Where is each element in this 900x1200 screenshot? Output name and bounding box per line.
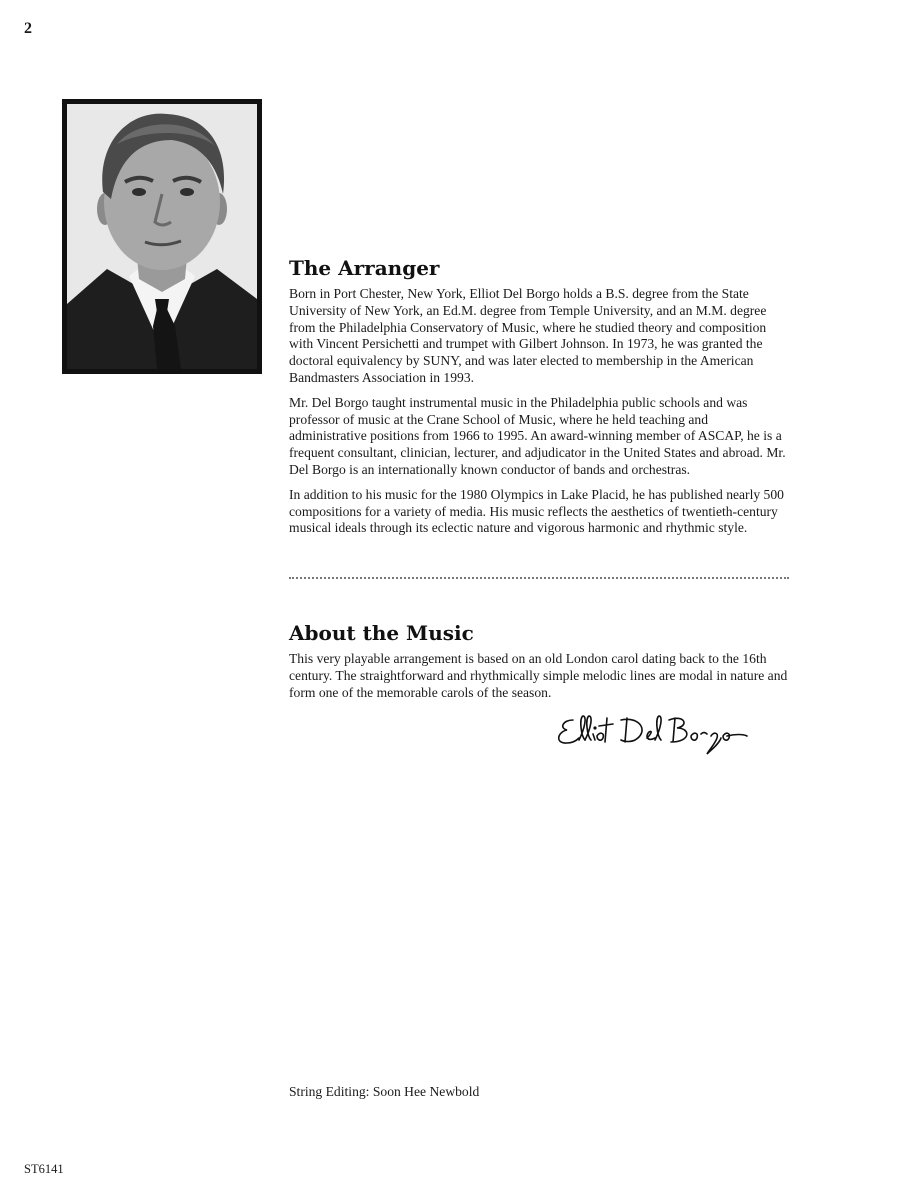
arranger-paragraph-1: Born in Port Chester, New York, Elliot Del Borgo holds a B.S. degree from the State University of New York, an Ed.M. degree from Temple University, and an M.M. degree from the Philadelphia Conservatory of Music, where he studied theory and composition with Vincent Persichetti and trumpet with Gilbert Johnson. In 1973, he was granted the doctoral equivalency by SUNY, and was later elected to membership in the American Bandmasters Association in 1993. <box>289 286 767 385</box>
string-editing-credit: String Editing: Soon Hee Newbold <box>289 1084 480 1099</box>
arranger-paragraph-2: Mr. Del Borgo taught instrumental music in the Philadelphia public schools and was professor of music at the Crane School of Music, where he held teaching and administrative positions from 1966 to 1995. An award-winning member of ASCAP, he is a frequent consultant, clinician, lecturer, and adjudicator in the United States and abroad. Mr. Del Borgo is an internationally known conductor of bands and orchestras. <box>289 394 786 477</box>
page-number: 2 <box>24 20 32 37</box>
arranger-heading: The Arranger <box>289 256 440 280</box>
arranger-photo <box>62 99 262 374</box>
main-content <box>289 256 789 758</box>
portrait-image <box>67 104 257 369</box>
arranger-paragraph-3: In addition to his music for the 1980 Olympics in Lake Placid, he has published nearly 500 compositions for a variety of media. His music reflects the aesthetics of twentieth-century musical ideals through its eclectic nature and vigorous harmonic and rhythmic style. <box>289 486 784 536</box>
signature-image <box>551 710 751 758</box>
catalog-number: ST6141 <box>24 1162 64 1176</box>
music-heading: About the Music <box>289 621 474 646</box>
section-divider <box>289 577 789 579</box>
signature <box>551 710 751 758</box>
music-paragraph-1: This very playable arrangement is based on an old London carol dating back to the 16th century. The straightforward and rhythmically simple melodic lines are modal in nature and form one of the memorable carols of the season. <box>289 651 788 700</box>
